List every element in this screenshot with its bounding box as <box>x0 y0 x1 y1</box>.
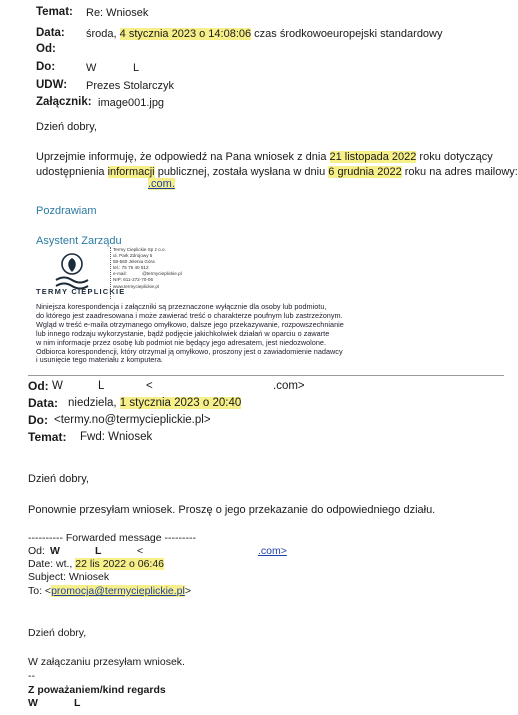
orig-to-value: <termy.no@termycieplickie.pl> <box>54 414 211 426</box>
body-line-2: udostępnienia informacji publicznej, została wysłana w dniu 6 grudnia 2022 roku na adres mailowy: <box>36 166 518 178</box>
orig-body: Ponownie przesyłam wniosek. Proszę o jego przekazanie do odpowiedniego działu. <box>28 504 436 516</box>
orig-od-label: Od: <box>28 379 49 393</box>
attachment-link[interactable]: image001.jpg <box>98 97 165 109</box>
signature-title: Asystent Zarządu <box>36 235 122 247</box>
bcc-value: Prezes Stolarczyk <box>86 80 175 92</box>
fwd-to-link[interactable]: promocja@termycieplickie.pl <box>51 585 185 597</box>
company-name: TERMY CIEPLICKIE <box>36 287 126 296</box>
fwd-subject: Subject: Wniosek <box>28 571 110 583</box>
to-l: L <box>133 62 140 74</box>
orig-date-value: niedziela, 1 stycznia 2023 o 20:40 <box>68 397 242 409</box>
kind-regards: Z poważaniem/kind regards <box>28 684 166 696</box>
fwd-from-l: L <box>95 545 102 557</box>
orig-greeting: Dzień dobry, <box>28 473 89 485</box>
date-value: środa, 4 stycznia 2023 o 14:08:06 czas środkowoeuropejski standardowy <box>86 28 443 40</box>
greeting: Dzień dobry, <box>36 121 97 133</box>
message-separator <box>28 375 504 376</box>
email-link[interactable]: .com. <box>148 178 175 190</box>
zalacznik-label: Załącznik: <box>36 96 92 108</box>
udw-label: UDW: <box>36 79 68 91</box>
sig-dashes: -- <box>28 670 35 682</box>
fwd-from-w: W <box>50 545 60 557</box>
company-address: Termy Cieplickie Sp z o.o. ul. Park Zdrojowy 5 58-560 Jelenia Góra tel.: 75 75 40 512 e-mail: @termycieplickie.pl NIP: 611-272-70-06 www.termycieplickie.pl <box>113 247 182 289</box>
fwd-from-link[interactable]: .com> <box>258 545 287 557</box>
fwd-to: To: <promocja@termycieplickie.pl> <box>28 585 191 597</box>
forwarded-header: ---------- Forwarded message --------- <box>28 532 196 544</box>
data-label: Data: <box>36 27 65 39</box>
orig-do-label: Do: <box>28 413 48 427</box>
fwd-od-label: Od: <box>28 545 45 557</box>
sig-w: W <box>28 697 38 709</box>
orig-data-label: Data: <box>28 396 59 410</box>
subject-value: Re: Wniosek <box>86 7 149 19</box>
fwd-from-lt: < <box>137 545 144 557</box>
orig-from-w: W <box>52 380 63 392</box>
address-divider <box>110 247 111 299</box>
body-line-3 <box>148 178 175 190</box>
temat-label: Temat: <box>36 6 73 18</box>
orig-subject-value: Fwd: Wniosek <box>80 431 153 443</box>
sig-l: L <box>74 697 81 709</box>
orig-temat-label: Temat: <box>28 430 67 444</box>
to-w: W <box>86 62 97 74</box>
body-line-1: Uprzejmie informuję, że odpowiedź na Pana wniosek z dnia 21 listopada 2022 roku dotyczący <box>36 151 493 163</box>
fwd-attached-text: W załączaniu przesyłam wniosek. <box>28 656 185 668</box>
fwd-date: Date: wt., 22 lis 2022 o 06:46 <box>28 558 165 570</box>
disclaimer: Niniejsza korespondencja i załączniki są przeznaczone wyłącznie dla osoby lub podmiotu, do którego jest zaadresowana i może zawierać treść o charakterze poufnym lub zastrzeżonym. Wgląd w treść e-maila otrzymanego omyłkowo, dalsze jego przekazywanie, rozpowszechnianie lub innego rodzaju wykorzystanie, bądź podjęcie jakichkolwiek działań w oparciu o zawarte w nim informacje przez osobę lub podmiot nie będący jego adresatem, jest niedozwolone. Odbiorca korespondencji, który otrzymał ją omyłkowo, proszony jest o zawiadomienie nadawcy i usunięcie tego materiału z komputera. <box>36 302 344 365</box>
regards: Pozdrawiam <box>36 205 97 217</box>
orig-from-lt: < <box>146 380 153 392</box>
do-label: Do: <box>36 61 56 73</box>
orig-from-end: .com> <box>273 380 305 392</box>
orig-from-l: L <box>98 380 105 392</box>
od-label: Od: <box>36 43 56 55</box>
fwd-greeting: Dzień dobry, <box>28 627 87 639</box>
